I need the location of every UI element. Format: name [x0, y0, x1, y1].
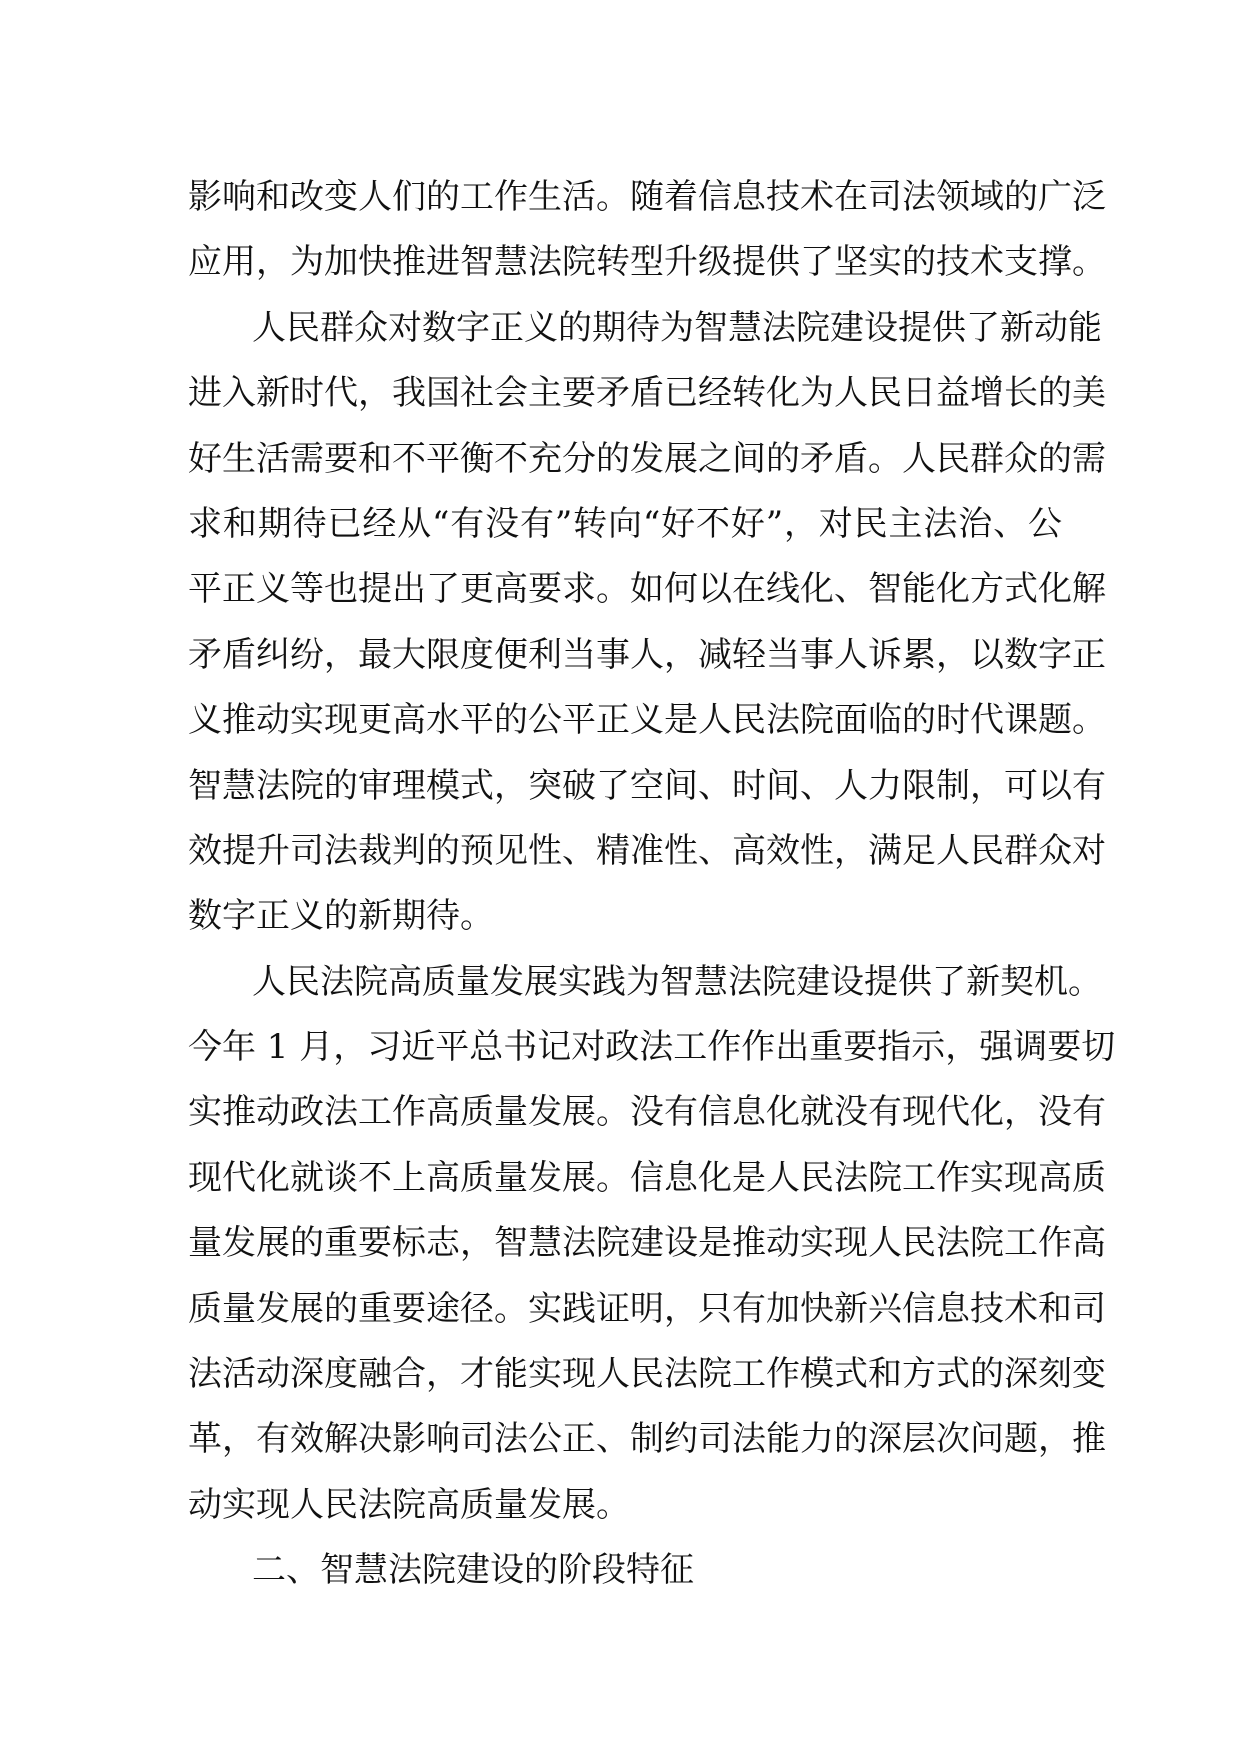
text-line: 法活动深度融合，才能实现人民法院工作模式和方式的深刻变 — [188, 1354, 1106, 1395]
section-heading: 二、智慧法院建设的阶段特征 — [252, 1550, 694, 1591]
text-line: 动实现人民法院高质量发展。 — [188, 1484, 630, 1525]
text-line: 进入新时代，我国社会主要矛盾已经转化为人民日益增长的美 — [188, 373, 1106, 414]
text-line: 实推动政法工作高质量发展。没有信息化就没有现代化，没有 — [188, 1092, 1106, 1133]
document-body — [188, 165, 1116, 1604]
text-line: 矛盾纠纷，最大限度便利当事人，减轻当事人诉累，以数字正 — [188, 634, 1106, 675]
text-line: 义推动实现更高水平的公平正义是人民法院面临的时代课题。 — [188, 700, 1106, 741]
text-line: 应用，为加快推进智慧法院转型升级提供了坚实的技术支撑。 — [188, 242, 1106, 283]
text-line: 革，有效解决影响司法公正、制约司法能力的深层次问题，推 — [188, 1419, 1106, 1460]
paragraph-heading-line: 人民法院高质量发展实践为智慧法院建设提供了新契机。 — [252, 961, 1102, 1002]
text-line: 现代化就谈不上高质量发展。信息化是人民法院工作实现高质 — [188, 1157, 1106, 1198]
text-line: 求和期待已经从“有没有”转向“好不好”，对民主法治、公 — [188, 503, 1062, 544]
text-line: 效提升司法裁判的预见性、精准性、高效性，满足人民群众对 — [188, 830, 1106, 871]
text-line: 质量发展的重要途径。实践证明，只有加快新兴信息技术和司 — [188, 1288, 1106, 1329]
text-line: 量发展的重要标志，智慧法院建设是推动实现人民法院工作高 — [188, 1223, 1106, 1264]
text-line: 平正义等也提出了更高要求。如何以在线化、智能化方式化解 — [188, 569, 1106, 610]
text-line: 智慧法院的审理模式，突破了空间、时间、人力限制，可以有 — [188, 765, 1106, 806]
text-line: 今年 1 月，习近平总书记对政法工作作出重要指示，强调要切 — [188, 1027, 1116, 1068]
text-line: 好生活需要和不平衡不充分的发展之间的矛盾。人民群众的需 — [188, 438, 1106, 479]
text-line: 数字正义的新期待。 — [188, 896, 494, 937]
paragraph-heading-line: 人民群众对数字正义的期待为智慧法院建设提供了新动能 — [252, 307, 1102, 348]
text-line: 影响和改变人们的工作生活。随着信息技术在司法领域的广泛 — [188, 177, 1106, 217]
